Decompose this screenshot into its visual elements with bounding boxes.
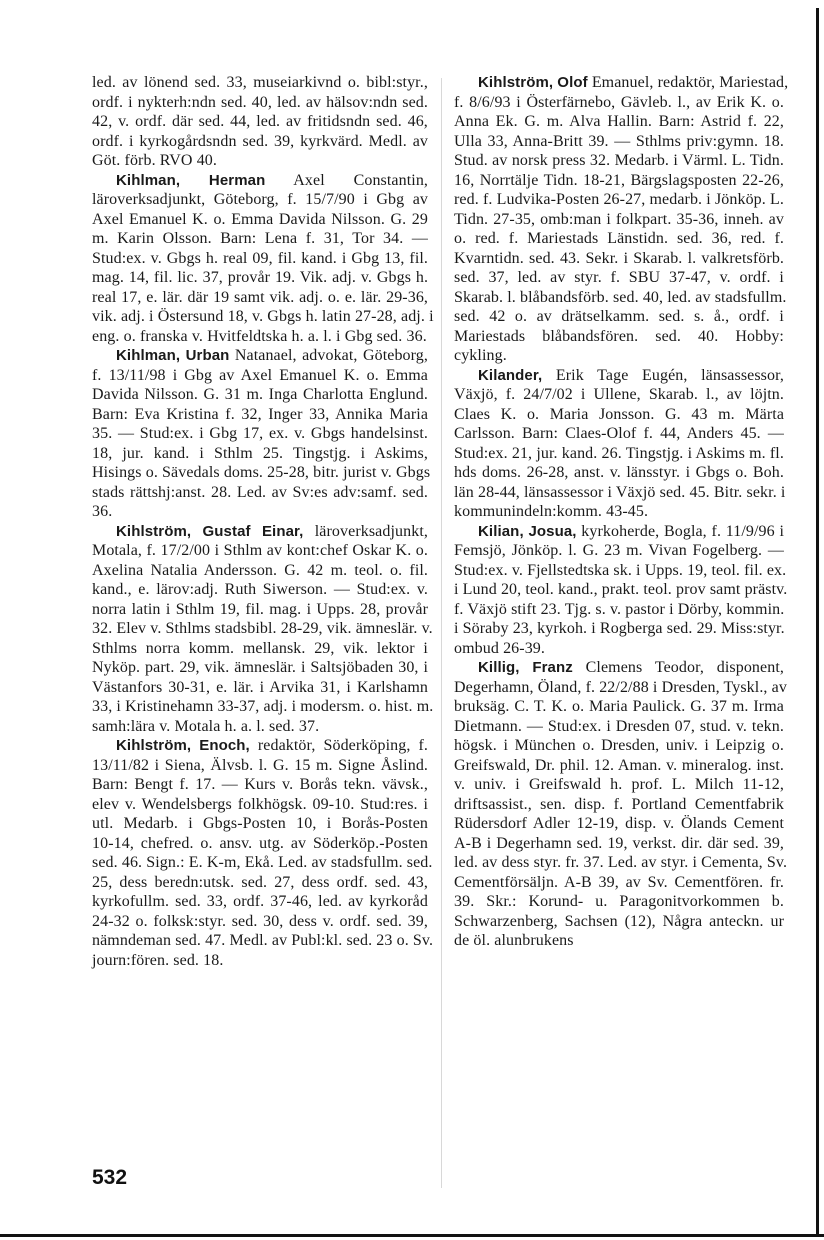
entry-line: Kihlström, Olof Emanuel, redaktör, Mariestad,	[478, 74, 789, 91]
left-column	[92, 73, 434, 970]
entry-kilian-josua	[454, 522, 788, 659]
entry-line: Dietmann. — Stud:ex. i Dresden 07, stud. v. tekn.	[454, 717, 784, 735]
entry-line: eng. o. franska v. Hvitfeldtska h. a. l. i Gbg sed. 36.	[92, 327, 427, 345]
entry-line: 35. — Stud:ex. i Gbg 17, ex. v. Gbgs handelsinst.	[92, 425, 428, 442]
entry-line: kyrkofullm. sed. 33, ordf. 37-46, led. av kyrkoråd	[92, 893, 428, 910]
entry-line: journ:fören. sed. 18.	[92, 951, 224, 969]
entry-line: 36.	[92, 503, 113, 520]
entry-name: Gustaf	[202, 522, 251, 540]
entry-name: Olof	[557, 74, 588, 91]
entry-line: bruksäg. C. T. K. o. Maria Paulick. G. 37 m. Irma	[454, 698, 784, 715]
entry-line: 39. Skr.: Korund- u. Paragonitvorkommen b.	[454, 893, 784, 910]
entry-line: f. Växjö stift 23. Tjg. s. v. pastor i Dörby, kommin.	[454, 600, 785, 618]
entry-line: Göt. förb. RVO 40.	[92, 152, 218, 169]
entry-line: i Söraby 23, kyrkoh. i Rogberga sed. 29. Miss:styr.	[454, 620, 785, 637]
entry-line: högsk. i München o. Dresden, univ. i Leipzig o.	[454, 737, 784, 754]
entry-line: 25, dess beredn:utsk. sed. 27, dess ordf. sed. 43,	[92, 873, 428, 891]
entry-line: Kilian, Josua, kyrkoherde, Bogla, f. 11/9/96 i	[478, 522, 785, 540]
entry-line: Femsjö, Jönköp. l. G. 23 m. Vivan Fogelberg. —	[454, 542, 784, 559]
entry-line: Kilander, Erik Tage Eugén, länsassessor,	[478, 366, 784, 384]
entry-line: Barn: Eva Kristina f. 32, Inger 33, Annika Maria	[92, 405, 429, 423]
entry-line: Mariestads blåbandsfören. sed. 40. Hobby:	[454, 327, 784, 345]
entry-line: län 28-44, länsassessor i Växjö sed. 45. Bitr. sekr. i	[454, 483, 786, 501]
entry-line: Kihlman, Urban Natanael, advokat, Göteborg,	[116, 347, 428, 364]
entry-name: Franz	[532, 659, 573, 676]
entry-line: Greifswald, Dr. phil. 12. Aman. v. mineralog. inst.	[454, 756, 784, 774]
entry-line: A-B i Degerhamn sed. 19, verkst. dir. där sed. 39,	[454, 834, 785, 852]
entry-name: Kihlström,	[116, 522, 192, 540]
entry-line: i Lund 20, teol. kand., prakt. teol. prov samt prästv.	[454, 581, 788, 598]
entry-line: kommunindeln:komm. 43-45.	[454, 503, 649, 520]
entry-name: Kihlström,	[116, 737, 192, 754]
entry-line: led. av dess styr. fr. 37. Led. av styr. i Cementa, Sv.	[454, 854, 788, 871]
entry-line: Degerhamn, Öland, f. 22/2/88 i Dresden, Tyskl., av	[454, 678, 787, 696]
entry-line: Davida Nilsson. G. 31 m. Inga Charlotta Englund.	[92, 386, 428, 403]
page-edge-right	[816, 8, 819, 1234]
entry-line: Motala, f. 17/2/00 i Sthlm av kont:chef Oskar K. o.	[92, 542, 428, 559]
entry-line: Stud:ex. v. Fjellstedtska sk. i Upps. 19, teol. fil. ex.	[454, 561, 787, 579]
entry-line: cykling.	[454, 347, 507, 364]
entry-line: Tidn. 27-35, omb:man i folkpart. 35-36, inneh. av	[454, 210, 784, 228]
entry-line: nämndeman sed. 47. Medl. av Publ:kl. sed. 23 o. Sv.	[92, 932, 434, 949]
entry-line: de öl. alunbrukens	[454, 932, 574, 949]
column-divider	[441, 78, 442, 1188]
entry-line: 33, i Kristinehamn 33-37, adj. i modersm. o. hist. m.	[92, 698, 434, 715]
entry-line: Cementförsäljn. A-B 39, av Sv. Cementfören. fr.	[454, 873, 785, 891]
entry-line: ombud 26-39.	[454, 639, 545, 657]
entry-line: red. f. Ludvika-Posten 26-27, medarb. i Jönköp. L.	[454, 191, 784, 208]
entry-kihlstrom-enoch	[92, 736, 434, 970]
entry-line: mag. 14, fil. lic. 37, provår 19. Vik. adj. v. Gbgs h.	[92, 269, 429, 286]
entry-kihlstrom-gustaf	[92, 522, 434, 737]
entry-line: kand., e. lärov:adj. Ruth Siwerson. — Stud:ex. v.	[92, 581, 429, 598]
entry-name: Kihlström,	[478, 74, 554, 91]
entry-line: Sthlms norra komm. mellansk. 29, vik. lektor i	[92, 639, 428, 657]
entry-line: sed. 37, led. av styr. f. SBU 37-47, v. ordf. i	[454, 269, 784, 286]
entry-kihlman-herman	[92, 171, 434, 347]
entry-line: Västanfors 30-31, e. lär. i Arvika 31, i Karlshamn	[92, 678, 428, 696]
entry-line: Stud:ex. v. Gbgs h. real 09, fil. kand. i Gbg 13, fil.	[92, 249, 429, 267]
entry-line: Rüdersdorf Adler 12-19, disp. v. Ölands Cement	[454, 815, 785, 832]
entry-line: Kihlman, Herman Axel Constantin,	[116, 171, 429, 189]
entry-line: driftsassist., sen. disp. f. Portland Cementfabrik	[454, 795, 784, 813]
entry-line: 24-32 o. folksk:styr. sed. 30, dess v. ordf. sed. 39,	[92, 912, 428, 930]
entry-line: Axel Emanuel K. o. Emma Davida Nilsson. G. 29	[92, 210, 428, 228]
entry-line: m. Karin Olsson. Barn: Lena f. 31, Tor 34. —	[92, 230, 428, 247]
entry-line: ordf. i nykterh:ndn sed. 40, led. av hälsov:ndn sed.	[92, 93, 429, 111]
entry-line: 42, v. ordf. där sed. 44, led. av fritidsndn sed. 46,	[92, 113, 428, 130]
entry-prev	[92, 73, 428, 171]
entry-line: ordf. i kyrkogårdsndn sed. 39, kyrkvärd. Medl. av	[92, 132, 428, 150]
entry-name: Kihlman,	[116, 347, 181, 364]
entry-line: Kvarntidn. sed. 43. Sekr. i Skarab. l. valkretsförb.	[454, 249, 785, 267]
entry-line: Hisings o. Sävedals doms. 25-28, bitr. jurist v. Gbgs	[92, 464, 431, 481]
entry-name: Enoch,	[199, 737, 250, 754]
entry-line: Växjö, f. 24/7/02 i Ullene, Skarab. l., av löjtn.	[454, 386, 784, 403]
entry-line: led. av lönend sed. 33, museiarkivnd o. bibl:styr.,	[92, 74, 428, 91]
entry-line: utl. Medarb. i Gbgs-Posten 10, i Borås-Posten	[92, 815, 428, 832]
entry-line: sed. 42 o. av drätselkamm. sed. s. å., ordf. i	[454, 308, 784, 325]
entry-line: samh:lära v. Motala h. a. l. sed. 37.	[92, 717, 320, 735]
entry-line: läroverksadjunkt, Göteborg, f. 15/7/90 i Gbg av	[92, 191, 429, 208]
entry-line: Kihlström, Gustaf Einar, läroverksadjunkt,	[116, 522, 428, 540]
entry-line: elev v. Wendelsbergs folkhögsk. 09-10. Stud:res. i	[92, 795, 429, 813]
entry-line: v. univ. i Greifswald h. prof. L. Milch 11-12,	[454, 776, 784, 793]
entry-line: Axelina Natalia Andersson. G. 42 m. teol. o. fil.	[92, 561, 429, 579]
entry-line: Kihlström, Enoch, redaktör, Söderköping, f.	[116, 737, 429, 754]
entry-line: sed. 46. Sign.: E. K-m, Ekå. Led. av stadsfullm. sed.	[92, 854, 433, 871]
page-edge-bottom	[0, 1234, 824, 1237]
right-column	[454, 73, 789, 951]
entry-kihlstrom-olof	[454, 73, 789, 366]
entry-line: 13/11/82 i Siena, Älvsb. l. G. 15 m. Signe Åslind.	[92, 756, 429, 774]
entry-line: 32. Elev v. Sthlms stadsbibl. 28-29, vik. ämneslär. v.	[92, 620, 433, 637]
entry-kilander-tage	[454, 366, 784, 522]
entry-name: Josua,	[528, 522, 577, 540]
entry-line: Schwarzenberg, Sachsen (12), Några anteckn. ur	[454, 912, 785, 930]
entry-line: hds doms. 26-28, anst. v. länsstyr. i Gbgs o. Boh.	[454, 464, 784, 481]
entry-name: Kihlman,	[116, 171, 181, 189]
entry-line: f. 8/6/93 i Österfärnebo, Gävleb. l., av Erik K. o.	[454, 93, 784, 111]
entry-line: Killig, Franz Clemens Teodor, disponent,	[478, 659, 784, 676]
entry-line: stads rättshj:anst. 28. Led. av Sv:es adv:samf. sed.	[92, 483, 428, 501]
entry-line: Claes K. o. Maria Jonsson. G. 43 m. Märta	[454, 405, 785, 423]
entry-line: Stud:ex. 21, jur. kand. 26. Tingstjg. i Askims m. fl.	[454, 444, 784, 462]
entry-line: f. 13/11/98 i Gbg av Axel Emanuel K. o. Emma	[92, 366, 428, 384]
entry-name: Killig,	[478, 659, 520, 676]
entry-name: Kilander,	[478, 366, 543, 384]
entry-line: norra latin i Sthlm 19, fil. mag. i Upps. 28, provår	[92, 600, 428, 618]
entry-name: Urban	[185, 347, 230, 364]
entry-line: Ulla 33, Anna-Britt 39. — Sthlms priv:gymn. 18.	[454, 132, 784, 150]
entry-name: Kilian,	[478, 522, 524, 540]
entry-line: real 17, e. lär. där 19 samt vik. adj. o. e. lär. 29-36,	[92, 288, 429, 306]
entry-line: Skarab. l. blåbandsförb. sed. 40, led. av stadsfullm.	[454, 288, 787, 306]
entry-name: Herman	[208, 171, 266, 189]
entry-line: 16, Norrtälje Tidn. 18-21, Bärgslagsposten 22-26,	[454, 171, 784, 189]
entry-line: o. red. f. Mariestads Länstidn. sed. 36, red. f.	[454, 230, 784, 247]
entry-line: Carlsson. Barn: Claes-Olof f. 44, Anders 45. —	[454, 425, 784, 442]
entry-name: Einar,	[261, 522, 304, 540]
page-number: 532	[92, 1166, 128, 1189]
entry-line: vik. adj. i Östersund 18, v. Gbgs h. latin 27-28, adj. i	[92, 308, 434, 325]
entry-line: Stud. av norsk press 32. Medarb. i Värml. L. Tidn.	[454, 152, 784, 169]
entry-killig-franz	[454, 658, 788, 951]
entry-line: Nyköp. part. 29, vik. ämneslär. i Saltsjöbaden 30, i	[92, 659, 428, 676]
entry-line: 10-14, chefred. o. ansv. utg. av Söderköp.-Posten	[92, 834, 428, 852]
entry-line: Anna Ek. G. m. Alva Hallin. Barn: Astrid f. 22,	[454, 113, 785, 130]
entry-line: 18, jur. kand. i Sthlm 25. Tingstjg. i Askims,	[92, 444, 428, 462]
entry-line: Barn: Bengt f. 17. — Kurs v. Borås tekn. vävsk.,	[92, 776, 428, 793]
entry-kihlman-urban	[92, 346, 431, 522]
